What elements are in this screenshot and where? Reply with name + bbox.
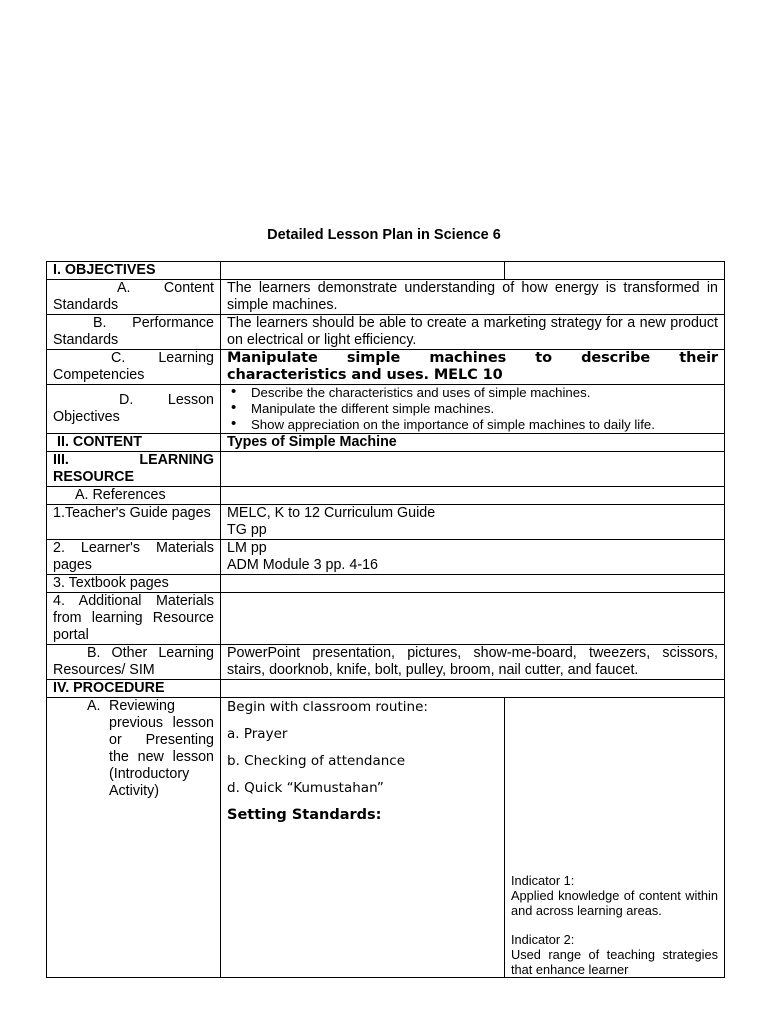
textbook-label: 3. Textbook pages (47, 575, 221, 593)
indicator-2-title: Indicator 2: (511, 932, 575, 947)
procedure-heading: IV. PROCEDURE (47, 680, 221, 698)
textbook-blank (221, 575, 725, 593)
additional-materials-blank (221, 593, 725, 645)
procedure-indicator-cell (505, 698, 725, 978)
learners-materials-line: ADM Module 3 pp. 4-16 (227, 557, 378, 573)
lesson-objectives-list (227, 385, 718, 433)
references-blank (221, 487, 725, 505)
objectives-heading: I. OBJECTIVES (47, 262, 221, 280)
learning-competencies-label: C. Learning Competencies (47, 350, 221, 385)
setting-standards-heading: Setting Standards: (227, 807, 382, 823)
routine-intro: Begin with classroom routine: (227, 699, 428, 715)
objectives-blank-cell-2 (505, 262, 725, 280)
lesson-plan-table (46, 261, 725, 978)
performance-standards-text: The learners should be able to create a marketing strategy for a new product on electrical or light efficiency. (221, 315, 725, 350)
performance-standards-label: B. Performance Standards (47, 315, 221, 350)
additional-materials-label: 4. Additional Materials from learning Resource portal (47, 593, 221, 645)
indicator-1-text: Applied knowledge of content within and across learning areas. (511, 888, 718, 918)
indicator-2-text: Used range of teaching strategies that enhance learner (511, 947, 718, 977)
routine-item: b. Checking of attendance (227, 753, 405, 769)
teachers-guide-line: TG pp (227, 522, 267, 538)
references-label: A. References (47, 487, 221, 505)
learners-materials-line: LM pp (227, 540, 267, 556)
lesson-objectives-cell (221, 385, 725, 434)
procedure-blank (221, 680, 725, 698)
procedure-activity-cell (221, 698, 505, 978)
content-heading: II. CONTENT (47, 434, 221, 452)
objectives-blank-cell (221, 262, 505, 280)
classroom-routine (227, 698, 498, 797)
procedure-step-a (87, 698, 214, 800)
learning-resource-blank (221, 452, 725, 487)
teachers-guide-line: MELC, K to 12 Curriculum Guide (227, 505, 436, 521)
lesson-objective-item: • Manipulate the different simple machines. (229, 401, 718, 417)
procedure-step-letter: A. (87, 698, 101, 714)
teachers-guide-label: 1.Teacher's Guide pages (47, 505, 221, 540)
indicator-1-title: Indicator 1: (511, 873, 575, 888)
lesson-objective-item: • Show appreciation on the importance of simple machines to daily life. (229, 417, 718, 433)
content-value: Types of Simple Machine (221, 434, 725, 452)
content-standards-label: A. Content Standards (47, 280, 221, 315)
routine-item: a. Prayer (227, 726, 288, 742)
teachers-guide-value (221, 505, 725, 540)
lesson-objectives-label: D. Lesson Objectives (47, 385, 221, 434)
procedure-step-cell (47, 698, 221, 978)
learning-resource-heading: III. LEARNING RESOURCE (47, 452, 221, 487)
learning-competencies-text: Manipulate simple machines to describe their characteristics and uses. MELC 10 (221, 350, 725, 385)
indicators (511, 873, 718, 977)
routine-item: d. Quick “Kumustahan” (227, 780, 384, 796)
learners-materials-value (221, 540, 725, 575)
procedure-steps (53, 698, 214, 800)
learners-materials-label: 2. Learner's Materials pages (47, 540, 221, 575)
other-resources-text: PowerPoint presentation, pictures, show-me-board, tweezers, scissors, stairs, doorknob, knife, bolt, pulley, broom, nail cutter, and faucet. (221, 645, 725, 680)
other-resources-label: B. Other Learning Resources/ SIM (47, 645, 221, 680)
lesson-objective-item: • Describe the characteristics and uses of simple machines. (229, 385, 718, 401)
content-standards-text: The learners demonstrate understanding of how energy is transformed in simple machines. (221, 280, 725, 315)
procedure-step-label: Reviewing previous lesson or Presenting the new lesson (Introductory Activity) (109, 698, 214, 799)
document-title: Detailed Lesson Plan in Science 6 (267, 227, 501, 243)
